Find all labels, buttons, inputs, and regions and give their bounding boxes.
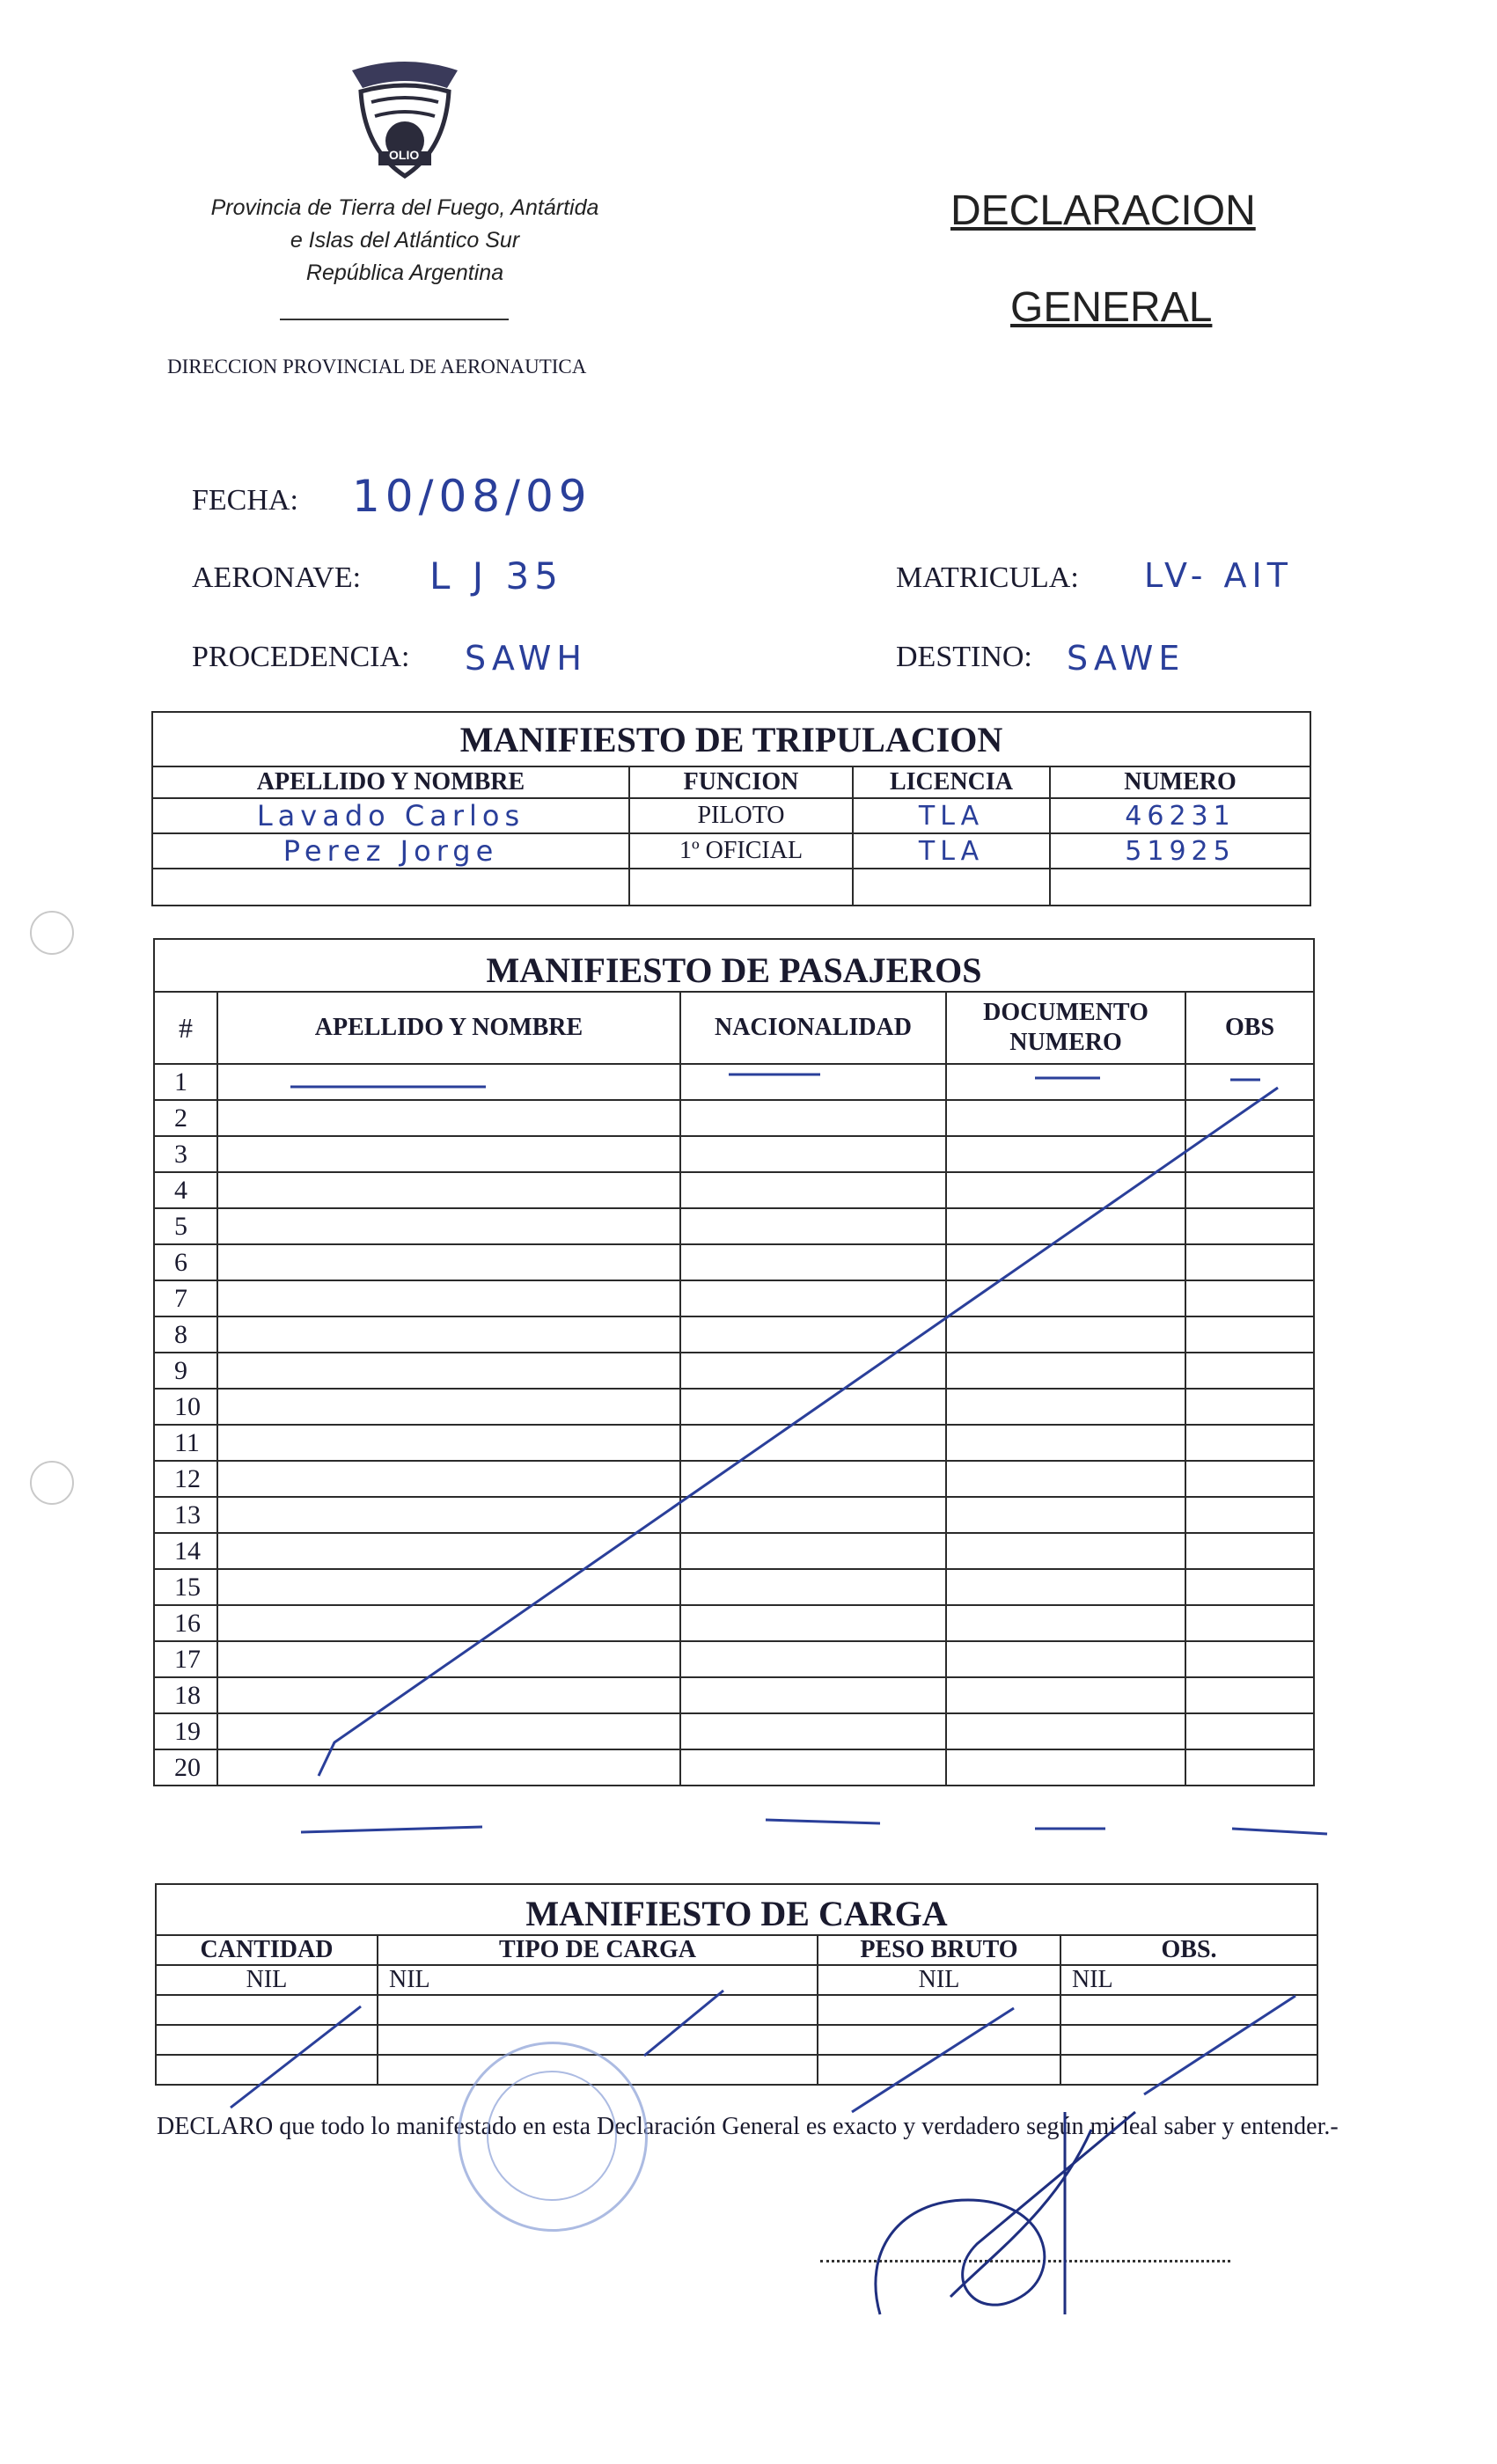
cargo-col-peso: PESO BRUTO xyxy=(818,1935,1060,1965)
pax-row-number: 11 xyxy=(154,1425,217,1461)
pax-row-number: 6 xyxy=(154,1244,217,1280)
matricula-label: MATRICULA: xyxy=(896,561,1079,594)
pax-col-obs: OBS xyxy=(1185,992,1314,1064)
crew-col-licencia: LICENCIA xyxy=(853,766,1050,798)
province-line-2: e Islas del Atlántico Sur xyxy=(290,228,520,253)
crew-name-cell: Lavado Carlos xyxy=(152,798,629,833)
destino-value: SAWE xyxy=(1067,639,1185,678)
cargo-cantidad-cell: NIL xyxy=(156,1965,378,1995)
pax-row-number: 13 xyxy=(154,1497,217,1533)
passenger-manifest-title: MANIFIESTO DE PASAJEROS xyxy=(154,939,1314,992)
pax-row-number: 12 xyxy=(154,1461,217,1497)
fecha-label: FECHA: xyxy=(192,484,298,517)
pax-row-number: 20 xyxy=(154,1749,217,1786)
official-stamp xyxy=(458,2042,648,2232)
pax-row-number: 18 xyxy=(154,1677,217,1713)
procedencia-label: PROCEDENCIA: xyxy=(192,641,410,673)
crew-col-funcion: FUNCION xyxy=(629,766,853,798)
crew-numero-cell: 46231 xyxy=(1050,798,1310,833)
cancel-diagonal xyxy=(231,2006,361,2108)
cargo-tipo-cell: NIL xyxy=(378,1965,818,1995)
pax-row-number: 16 xyxy=(154,1605,217,1641)
pax-row-number: 3 xyxy=(154,1136,217,1172)
cargo-obs-cell: NIL xyxy=(1060,1965,1317,1995)
pax-row-number: 1 xyxy=(154,1064,217,1100)
title-general: GENERAL xyxy=(1010,284,1213,331)
pax-row-number: 5 xyxy=(154,1208,217,1244)
pax-col-nacionalidad: NACIONALIDAD xyxy=(680,992,946,1064)
crew-licencia-cell: TLA xyxy=(853,833,1050,869)
province-line-3: República Argentina xyxy=(305,260,504,285)
cancel-diagonal xyxy=(644,1991,723,2056)
fecha-value: 10/08/09 xyxy=(352,471,592,522)
pax-row-number: 9 xyxy=(154,1353,217,1389)
crew-funcion-cell: PILOTO xyxy=(629,798,853,833)
emblem-text: OLIO xyxy=(389,148,420,162)
procedencia-value: SAWH xyxy=(465,639,587,678)
cargo-col-tipo: TIPO DE CARGA xyxy=(378,1935,818,1965)
crew-col-numero: NUMERO xyxy=(1050,766,1310,798)
pax-row-number: 10 xyxy=(154,1389,217,1425)
aeronave-label: AERONAVE: xyxy=(192,561,362,594)
aeronave-value: L J 35 xyxy=(429,554,563,598)
crew-name-cell: Perez Jorge xyxy=(152,833,629,869)
pax-col-number: # xyxy=(154,992,217,1064)
cargo-manifest-title: MANIFIESTO DE CARGA xyxy=(156,1884,1317,1935)
title-declaracion: DECLARACION xyxy=(950,187,1256,234)
cargo-peso-cell: NIL xyxy=(818,1965,1060,1995)
department-name: DIRECCION PROVINCIAL DE AERONAUTICA xyxy=(167,356,587,378)
pax-row-number: 15 xyxy=(154,1569,217,1605)
destino-label: DESTINO: xyxy=(896,641,1032,673)
signature xyxy=(845,2077,1214,2341)
crew-manifest-title: MANIFIESTO DE TRIPULACION xyxy=(152,712,1310,766)
crew-licencia-cell: TLA xyxy=(853,798,1050,833)
pax-row-number: 2 xyxy=(154,1100,217,1136)
crew-col-name: APELLIDO Y NOMBRE xyxy=(152,766,629,798)
pax-row-number: 8 xyxy=(154,1316,217,1353)
declaration-text: DECLARO que todo lo manifestado en esta Declaración General es exacto y verdadero según mi leal saber y entender.- xyxy=(157,2113,1339,2140)
pax-row-number: 19 xyxy=(154,1713,217,1749)
pax-row-number: 7 xyxy=(154,1280,217,1316)
pax-row-number: 4 xyxy=(154,1172,217,1208)
crew-funcion-cell: 1º OFICIAL xyxy=(629,833,853,869)
matricula-value: LV- AIT xyxy=(1144,556,1293,595)
cargo-col-obs: OBS. xyxy=(1060,1935,1317,1965)
province-line-1: Provincia de Tierra del Fuego, Antártida xyxy=(210,195,599,220)
crew-numero-cell: 51925 xyxy=(1050,833,1310,869)
pax-col-documento: DOCUMENTO NUMERO xyxy=(946,992,1185,1064)
cargo-col-cantidad: CANTIDAD xyxy=(156,1935,378,1965)
pax-row-number: 14 xyxy=(154,1533,217,1569)
pax-col-name: APELLIDO Y NOMBRE xyxy=(217,992,680,1064)
pax-row-number: 17 xyxy=(154,1641,217,1677)
